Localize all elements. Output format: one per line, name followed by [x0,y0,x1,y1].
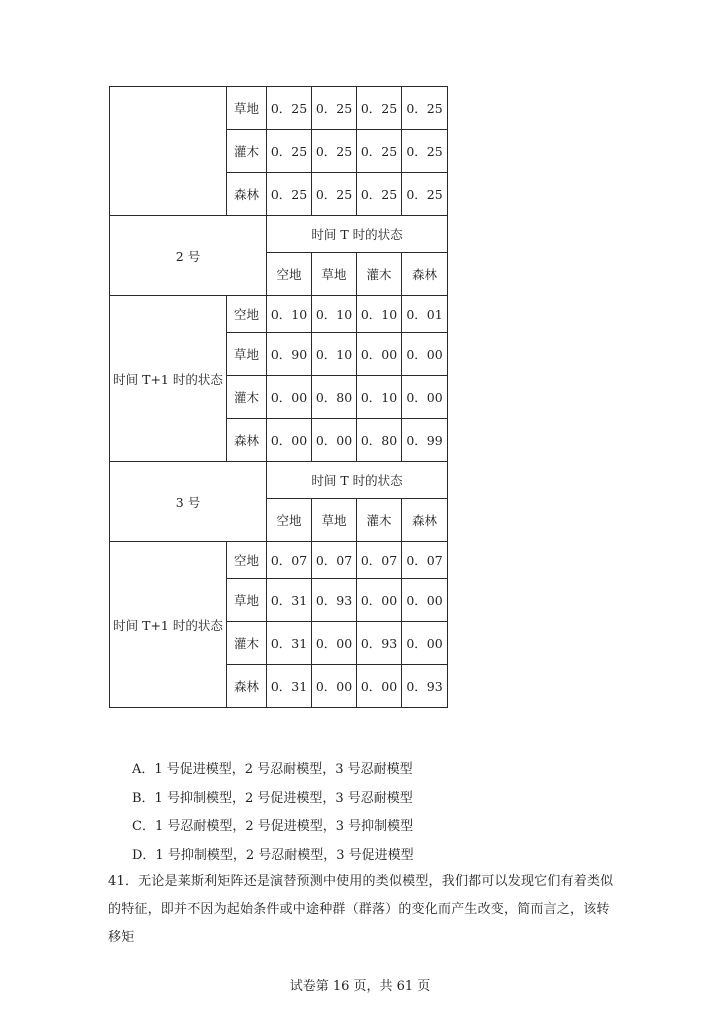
row-group-label: 时间 T+1 时的状态 [110,542,227,708]
column-header: 空地 [267,499,312,542]
table-row [110,216,448,253]
cell-value: 0．25 [312,87,357,130]
column-header: 灌木 [357,499,402,542]
row-label: 草地 [227,87,267,130]
row-label: 森林 [227,173,267,216]
cell-value: 0．25 [402,87,448,130]
cell-value: 0．93 [357,622,402,665]
cell-value: 0．25 [267,87,312,130]
cell-value: 0．00 [402,333,448,376]
row-label: 森林 [227,419,267,462]
cell-value: 0．80 [357,419,402,462]
cell-value: 0．80 [312,376,357,419]
cell-value: 0．25 [312,130,357,173]
cell-value: 0．00 [312,419,357,462]
table-row [110,462,448,499]
row-label: 草地 [227,579,267,622]
cell-value: 0．25 [357,87,402,130]
cell-value: 0．10 [312,296,357,333]
cell-value: 0．00 [402,376,448,419]
cell-value: 0．31 [267,622,312,665]
column-header: 草地 [312,253,357,296]
row-label: 灌木 [227,376,267,419]
cell-value: 0．10 [312,333,357,376]
column-header: 空地 [267,253,312,296]
answer-options [132,756,414,870]
cell-value: 0．00 [402,579,448,622]
cell-value: 0．25 [357,173,402,216]
row-label: 草地 [227,333,267,376]
cell-value: 0．07 [267,542,312,579]
table-row [110,542,448,579]
page-footer: 试卷第 16 页，共 61 页 [289,979,431,994]
model-label: 3 号 [110,462,267,542]
cell-value: 0．00 [357,579,402,622]
row-label: 空地 [227,296,267,333]
cell-value: 0．99 [402,419,448,462]
cell-value: 0．93 [402,665,448,708]
cell-value: 0．31 [267,579,312,622]
cell-value: 0．31 [267,665,312,708]
row-label: 灌木 [227,622,267,665]
option-d: D．1 号抑制模型，2 号忍耐模型，3 号促进模型 [132,847,414,863]
transition-matrix-table [109,86,448,708]
column-header: 灌木 [357,253,402,296]
cell-value: 0．10 [357,296,402,333]
row-label: 森林 [227,665,267,708]
cell-value: 0．07 [402,542,448,579]
column-header: 草地 [312,499,357,542]
row-group-label: 时间 T+1 时的状态 [110,296,227,462]
cell-value: 0．25 [267,173,312,216]
cell-value: 0．10 [267,296,312,333]
question-41-text: 41．无论是莱斯利矩阵还是演替预测中使用的类似模型，我们都可以发现它们有着类似的特征，即并不因为起始条件或中途种群（群落）的变化而产生改变，简而言之，该转移矩 [108,874,614,945]
cell-value: 0．90 [267,333,312,376]
cell-value: 0．00 [267,419,312,462]
cell-value: 0．00 [357,333,402,376]
option-c: C．1 号忍耐模型，2 号促进模型，3 号抑制模型 [132,819,414,834]
cell-value: 0．25 [402,130,448,173]
cell-value: 0．07 [312,542,357,579]
cell-value: 0．00 [357,665,402,708]
cell-value: 0．93 [312,579,357,622]
table-row [110,87,448,130]
table-row [110,296,448,333]
cell-value: 0．00 [312,622,357,665]
option-b: B．1 号抑制模型，2 号促进模型，3 号忍耐模型 [132,790,413,806]
model-label: 2 号 [110,216,267,296]
cell-value: 0．25 [267,130,312,173]
cell-value: 0．00 [402,622,448,665]
header-title: 时间 T 时的状态 [267,216,448,253]
row-label: 灌木 [227,130,267,173]
column-header: 森林 [402,499,448,542]
row-label: 空地 [227,542,267,579]
cell-value: 0．10 [357,376,402,419]
cell-value: 0．00 [312,665,357,708]
column-header: 森林 [402,253,448,296]
cell-value: 0．07 [357,542,402,579]
cell-value: 0．25 [357,130,402,173]
option-a: A．1 号促进模型，2 号忍耐模型，3 号忍耐模型 [132,762,413,777]
header-title: 时间 T 时的状态 [267,462,448,499]
cell-value: 0．25 [312,173,357,216]
cell-value: 0．00 [267,376,312,419]
cell-value: 0．01 [402,296,448,333]
empty-group-cell [110,87,227,216]
cell-value: 0．25 [402,173,448,216]
